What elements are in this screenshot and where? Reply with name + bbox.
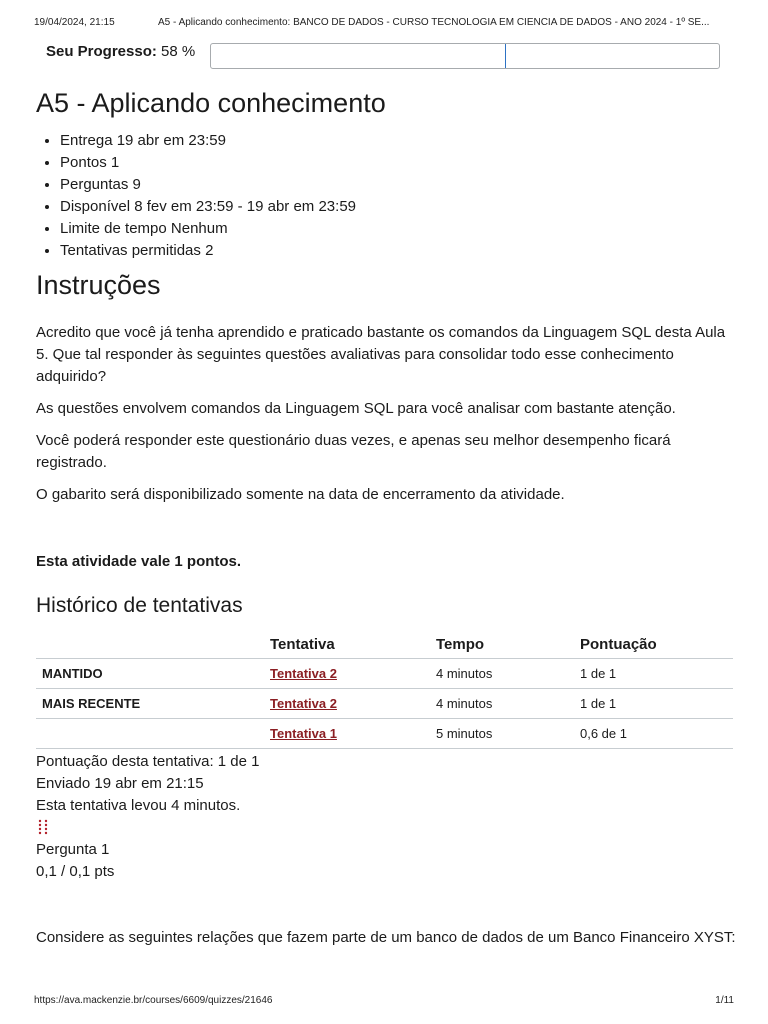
table-row [36,689,733,719]
progress-section [46,43,206,60]
table-header-row [36,630,733,659]
attempt-summary [36,751,260,817]
attempt-status: MAIS RECENTE [36,689,264,719]
attempt-cell [264,659,430,689]
attempt-time: 4 minutos [430,659,574,689]
attempt-link[interactable]: Tentativa 2 [270,696,337,711]
attempt-submitted: Enviado 19 abr em 21:15 [36,775,204,792]
attempt-cell [264,719,430,749]
instructions-paragraph: O gabarito será disponibilizado somente na data de encerramento da atividade. [36,486,565,503]
progress-label-text: Seu Progresso: [46,43,157,60]
detail-attempts: • Tentativas permitidas 2 [60,240,356,262]
table-row [36,719,733,749]
drag-handle-icon[interactable] [37,818,49,836]
question-text: Considere as seguintes relações que fazem parte de um banco de dados de um Banco Financeiro XYST: [36,929,736,946]
progress-label [46,43,206,60]
progress-value: 58 % [161,43,196,60]
print-datetime: 19/04/2024, 21:15 [34,17,115,28]
detail-due: • Entrega 19 abr em 23:59 [60,130,356,152]
instructions-body [36,322,736,516]
attempt-cell [264,689,430,719]
attempt-link[interactable]: Tentativa 1 [270,726,337,741]
column-header-time: Tempo [430,630,574,659]
attempt-score-summary: Pontuação desta tentativa: 1 de 1 [36,753,260,770]
print-page-title: A5 - Aplicando conhecimento: BANCO DE DADOS - CURSO TECNOLOGIA EM CIENCIA DE DADOS - ANO 2024 - 1º SE... [158,17,710,28]
quiz-details [36,130,356,262]
print-header [34,17,734,28]
instructions-heading: Instruções [36,270,161,300]
progress-bar [210,43,720,69]
print-footer [34,995,734,1006]
detail-points: • Pontos 1 [60,152,356,174]
attempt-score: 1 de 1 [574,659,733,689]
detail-questions: • Perguntas 9 [60,174,356,196]
attempt-score: 0,6 de 1 [574,719,733,749]
instructions-paragraph: As questões envolvem comandos da Linguagem SQL para você analisar com bastante atenção. [36,400,676,417]
attempt-score: 1 de 1 [574,689,733,719]
column-header-status [36,630,264,659]
quiz-title: A5 - Aplicando conhecimento [36,88,386,118]
print-page-number: 1/11 [715,995,734,1006]
detail-time-limit: • Limite de tempo Nenhum [60,218,356,240]
detail-available: • Disponível 8 fev em 23:59 - 19 abr em 23:59 [60,196,356,218]
attempt-history-table [36,630,733,749]
attempt-time: 4 minutos [430,689,574,719]
history-heading: Histórico de tentativas [36,594,243,617]
question-points: 0,1 / 0,1 pts [36,863,115,880]
attempt-link[interactable]: Tentativa 2 [270,666,337,681]
question-label: Pergunta 1 [36,841,110,858]
instructions-paragraph: Acredito que você já tenha aprendido e praticado bastante os comandos da Linguagem SQL desta Aula 5. Que tal responder às seguintes questões avaliativas para consolidar todo esse conhecimento adquirido? [36,324,726,385]
column-header-attempt: Tentativa [264,630,430,659]
attempt-time: 5 minutos [430,719,574,749]
print-url: https://ava.mackenzie.br/courses/6609/quizzes/21646 [34,995,273,1006]
question-header [36,839,114,883]
instructions-paragraph: Você poderá responder este questionário duas vezes, e apenas seu melhor desempenho ficará registrado. [36,432,671,471]
attempt-status [36,719,264,749]
attempt-status: MANTIDO [36,659,264,689]
points-note: Esta atividade vale 1 pontos. [36,553,242,570]
progress-bar-fill [211,44,506,68]
column-header-score: Pontuação [574,630,733,659]
attempt-duration: Esta tentativa levou 4 minutos. [36,797,241,814]
table-row [36,659,733,689]
